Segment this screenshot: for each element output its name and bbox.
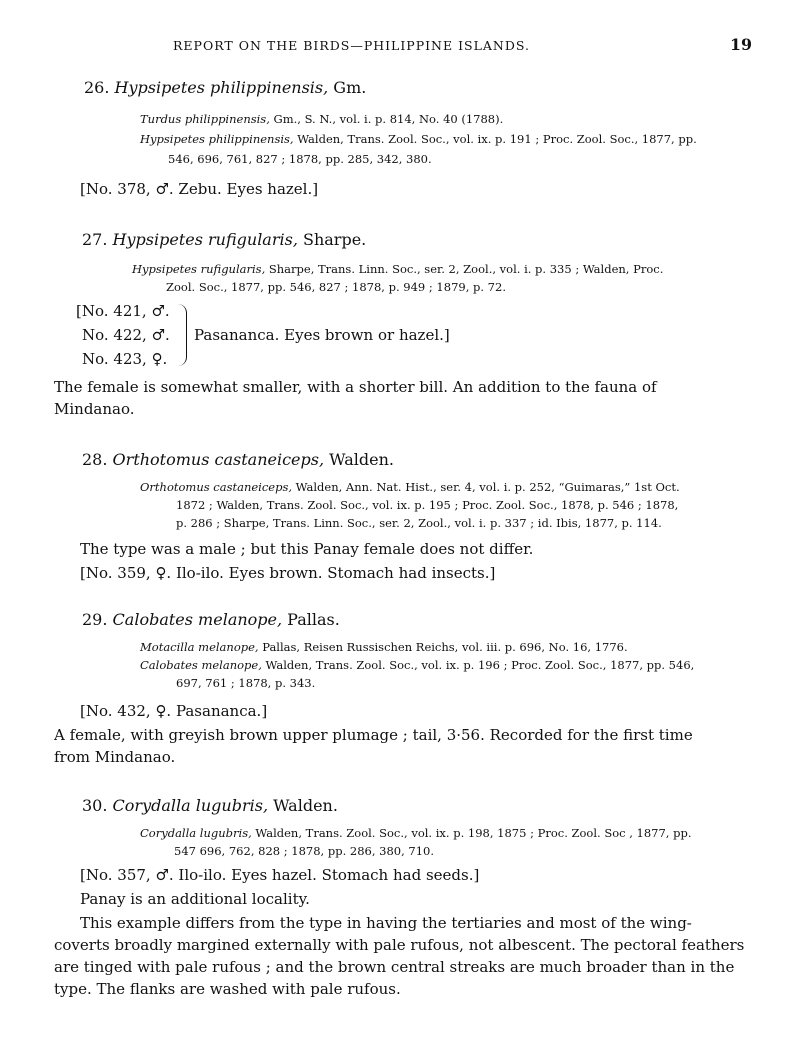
specimen-record: [No. 432, ♀. Pasananca.] — [80, 702, 268, 720]
species-name: Hypsipetes philippinensis, — [114, 78, 329, 97]
specimen-record: [No. 421, ♂. — [76, 302, 170, 320]
note-line: are tinged with pale rufous ; and the brown central streaks are much broader than in the — [54, 958, 735, 976]
note-line: The type was a male ; but this Panay female does not differ. — [80, 540, 534, 558]
reference-line: Turdus philippinensis, Gm., S. N., vol. i. p. 814, No. 40 (1788). — [140, 112, 504, 126]
reference-line: Calobates melanope, Walden, Trans. Zool. Soc., vol. ix. p. 196 ; Proc. Zool. Soc., 1877, pp. 546, — [140, 658, 695, 672]
note-line: coverts broadly margined externally with pale rufous, not albescent. The pectoral feathers — [54, 936, 745, 954]
note-line: The female is somewhat smaller, with a shorter bill. An addition to the fauna of — [54, 378, 657, 396]
entry-number: 29. — [82, 610, 108, 629]
entry-number: 26. — [84, 78, 110, 97]
species-author: Pallas. — [282, 610, 340, 629]
entry-title — [82, 610, 340, 629]
entry-title — [82, 230, 366, 249]
note-line: from Mindanao. — [54, 748, 176, 766]
note-line: Panay is an additional locality. — [80, 890, 310, 908]
species-name: Calobates melanope, — [112, 610, 283, 629]
reference-line: p. 286 ; Sharpe, Trans. Linn. Soc., ser. 2, Zool., vol. i. p. 337 ; id. Ibis, 1877, p. 114. — [176, 516, 662, 530]
note-line: type. The flanks are washed with pale rufous. — [54, 980, 401, 998]
specimen-record: No. 423, ♀. — [82, 350, 168, 368]
reference-line: Hypsipetes rufigularis, Sharpe, Trans. Linn. Soc., ser. 2, Zool., vol. i. p. 335 ; Walden, Proc. — [132, 262, 664, 276]
specimen-record: [No. 378, ♂. Zebu. Eyes hazel.] — [80, 180, 319, 198]
specimen-locality: Pasananca. Eyes brown or hazel.] — [194, 326, 450, 344]
entry-title — [82, 450, 394, 469]
specimen-record: No. 422, ♂. — [82, 326, 170, 344]
note-line: This example differs from the type in having the tertiaries and most of the wing- — [80, 914, 692, 932]
reference-line: Motacilla melanope, Pallas, Reisen Russischen Reichs, vol. iii. p. 696, No. 16, 1776. — [140, 640, 628, 654]
reference-line: 1872 ; Walden, Trans. Zool. Soc., vol. ix. p. 195 ; Proc. Zool. Soc., 1878, p. 546 ; 1878, — [176, 498, 679, 512]
reference-line: 697, 761 ; 1878, p. 343. — [176, 676, 316, 690]
species-author: Walden. — [268, 796, 338, 815]
species-author: Walden. — [324, 450, 394, 469]
reference-line: Corydalla lugubris, Walden, Trans. Zool. Soc., vol. ix. p. 198, 1875 ; Proc. Zool. Soc , 1877, pp. — [140, 826, 692, 840]
running-header: REPORT ON THE BIRDS—PHILIPPINE ISLANDS. — [173, 38, 530, 53]
reference-line: Orthotomus castaneiceps, Walden, Ann. Nat. Hist., ser. 4, vol. i. p. 252, “Guimaras,” 1st Oct. — [140, 480, 680, 494]
reference-line: 546, 696, 761, 827 ; 1878, pp. 285, 342, 380. — [168, 152, 432, 166]
entry-number: 27. — [82, 230, 108, 249]
species-name: Orthotomus castaneiceps, — [112, 450, 325, 469]
species-author: Sharpe. — [297, 230, 367, 249]
entry-title — [82, 796, 338, 815]
species-name: Hypsipetes rufigularis, — [112, 230, 298, 249]
page-number: 19 — [730, 35, 752, 54]
entry-number: 30. — [82, 796, 108, 815]
grouping-brace — [178, 304, 187, 366]
species-name: Corydalla lugubris, — [112, 796, 269, 815]
specimen-record: [No. 357, ♂. Ilo-ilo. Eyes hazel. Stomach had seeds.] — [80, 866, 480, 884]
note-line: Mindanao. — [54, 400, 135, 418]
note-line: A female, with greyish brown upper plumage ; tail, 3·56. Recorded for the first time — [54, 726, 693, 744]
entry-title — [84, 78, 366, 97]
entry-number: 28. — [82, 450, 108, 469]
reference-line: Hypsipetes philippinensis, Walden, Trans. Zool. Soc., vol. ix. p. 191 ; Proc. Zool. Soc., 1877, pp. — [140, 132, 697, 146]
reference-line: 547 696, 762, 828 ; 1878, pp. 286, 380, 710. — [174, 844, 435, 858]
reference-line: Zool. Soc., 1877, pp. 546, 827 ; 1878, p. 949 ; 1879, p. 72. — [166, 280, 506, 294]
specimen-record: [No. 359, ♀. Ilo-ilo. Eyes brown. Stomach had insects.] — [80, 564, 496, 582]
species-author: Gm. — [328, 78, 367, 97]
